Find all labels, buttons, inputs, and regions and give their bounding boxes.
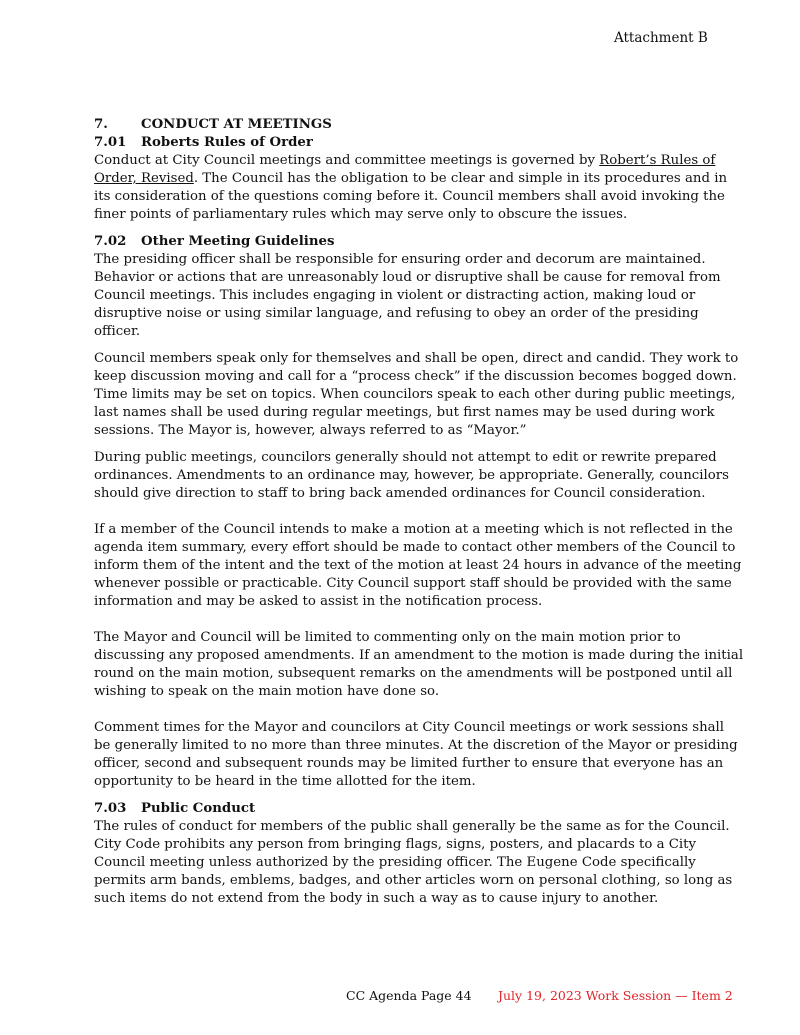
paragraph-7-02-2: Council members speak only for themselves and shall be open, direct and candid. They work to keep discussion moving and call for a “process check” if the discussion becomes bogged down. Time limits may be set on topics. When councilors speak to each other during public meetings, last names shall be used during regular meetings, but first names may be used during work sessions. The Mayor is, however, always referred to as “Mayor.” bbox=[94, 351, 739, 438]
subsection-number: 7.02 bbox=[94, 234, 127, 249]
subsection-title: Other Meeting Guidelines bbox=[141, 234, 335, 249]
paragraph-7-02-5: The Mayor and Council will be limited to commenting only on the main motion prior to discussing any proposed amendments. If an amendment to the motion is made during the initial round on the main motion, subsequent remarks on the amendments will be postponed until all wishing to speak on the main motion have done so. bbox=[94, 630, 744, 699]
attachment-label: Attachment B bbox=[614, 30, 708, 46]
subsection-title: Roberts Rules of Order bbox=[141, 135, 313, 150]
subsection-heading-7-01 bbox=[94, 134, 744, 152]
document-body bbox=[94, 116, 744, 908]
work-session-label: July 19, 2023 Work Session — Item 2 bbox=[498, 988, 733, 1003]
paragraph-7-02-4: If a member of the Council intends to make a motion at a meeting which is not reflected in the agenda item summary, every effort should be made to contact other members of the Council to inform them of the intent and the text of the motion at least 24 hours in advance of the meeting whenever possible or practicable. City Council support staff should be provided with the same information and may be asked to assist in the notification process. bbox=[94, 522, 742, 609]
subsection-number: 7.01 bbox=[94, 135, 127, 150]
subsection-number: 7.03 bbox=[94, 801, 127, 816]
paragraph-7-03-1: The rules of conduct for members of the public shall generally be the same as for the Council. City Code prohibits any person from bringing flags, signs, posters, and placards to a City Council meeting unless authorized by the presiding officer. The Eugene Code specifically permits arm bands, emblems, badges, and other articles worn on personal clothing, so long as such items do not extend from the body in such a way as to cause injury to another. bbox=[94, 819, 733, 906]
paragraph-7-02-6: Comment times for the Mayor and councilors at City Council meetings or work sessions shall be generally limited to no more than three minutes. At the discretion of the Mayor or presiding officer, second and subsequent rounds may be limited further to ensure that everyone has an opportunity to be heard in the time allotted for the item. bbox=[94, 720, 738, 789]
paragraph-7-02-3: During public meetings, councilors generally should not attempt to edit or rewrite prepared ordinances. Amendments to an ordinance may, however, be appropriate. Generally, councilors should give direction to staff to bring back amended ordinances for Council consideration. bbox=[94, 450, 729, 501]
paragraph-text: . The Council has the obligation to be clear and simple in its procedures and in its consideration of the questions coming before it. Council members shall avoid invoking the finer points of parliamentary rules which may serve only to obscure the issues. bbox=[94, 171, 728, 222]
paragraph-7-02-1: The presiding officer shall be responsible for ensuring order and decorum are maintained. Behavior or actions that are unreasonably loud or disruptive shall be cause for removal from Council meetings. This includes engaging in violent or distracting action, making loud or disruptive noise or using similar language, and refusing to obey an order of the presiding officer. bbox=[94, 252, 721, 339]
subsection-heading-7-02 bbox=[94, 233, 744, 251]
section-title: CONDUCT AT MEETINGS bbox=[141, 117, 332, 132]
roberts-rules-reference: Robert’s Rules of Order, Revised bbox=[94, 153, 716, 186]
subsection-title: Public Conduct bbox=[141, 801, 256, 816]
agenda-page-number: CC Agenda Page 44 bbox=[346, 988, 472, 1003]
section-heading bbox=[94, 116, 744, 134]
paragraph-7-01 bbox=[94, 152, 744, 224]
section-number: 7. bbox=[94, 117, 108, 132]
paragraph-text: Conduct at City Council meetings and committee meetings is governed by bbox=[94, 153, 600, 168]
subsection-heading-7-03 bbox=[94, 800, 744, 818]
